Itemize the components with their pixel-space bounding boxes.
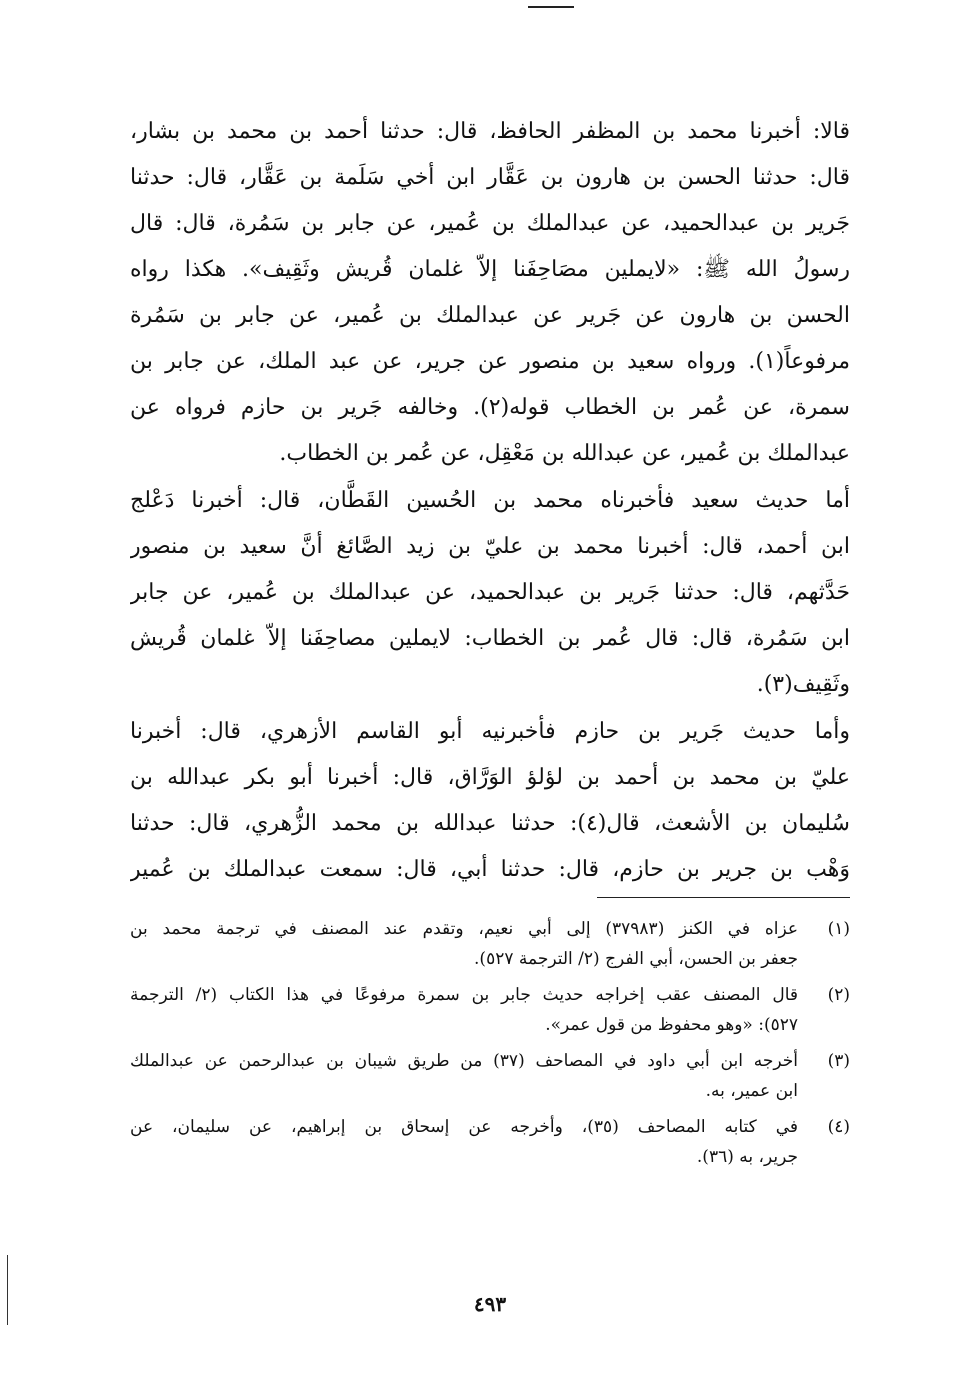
footnote-line: جعفر بن الحسن، أبي الفرج (٢/ الترجمة ٥٢٧). <box>474 949 798 969</box>
text-line: قال: حدثنا الحسن بن هارون بن عَقَّار ابن أخي سَلَمة بن عَقَّار، قال: حدثنا <box>130 165 850 190</box>
footnote-2 <box>130 980 850 1040</box>
text-line: جَرير بن عبدالحميد، عن عبدالملك بن عُمير، عن جابر بن سَمُرة، قال: قال <box>130 211 850 236</box>
text-line: ابن أحمد، قال: أخبرنا محمد بن عليّ بن زيد الصَّائغ أنَّ سعيد بن منصور <box>130 534 850 559</box>
footnote-separator <box>597 897 850 898</box>
text-line: عبدالملك بن عُمير، عن عبدالله بن مَعْقِل، عن عُمر بن الخطاب. <box>279 441 850 466</box>
text-line: سُليمان بن الأشعث، قال(٤): حدثنا عبدالله بن محمد الزُّهري، قال: حدثنا <box>130 811 850 836</box>
page-number: ٤٩٣ <box>473 1292 507 1316</box>
text-line: أما حديث سعيد فأخبرناه محمد بن الحُسين القَطَّان، قال: أخبرنا دَعْلج <box>130 488 850 513</box>
footnote-number: (١) <box>827 919 850 939</box>
footnote-line: أخرجه ابن أبي داود في المصاحف (٣٧) من طريق شيبان بن عبدالرحمن عن عبدالملك <box>130 1051 798 1071</box>
text-line: وثَقِيف(٣). <box>756 672 850 697</box>
footnote-line: عزاه في الكنز (٣٧٩٨٣) إلى أبي نعيم، وتقدم عند المصنف في ترجمة محمد بن <box>130 919 798 939</box>
paragraph-3 <box>130 709 850 893</box>
footnote-line: ابن عمير، به. <box>705 1081 798 1101</box>
text-line: قالا: أخبرنا محمد بن المظفر الحافظ، قال: حدثنا أحمد بن محمد بن بشار، <box>130 119 850 144</box>
footnote-1 <box>130 914 850 974</box>
paragraph-2 <box>130 478 850 708</box>
footnote-line: ٥٢٧): «وهو محفوظ من قول عمر». <box>545 1015 798 1035</box>
text-line: وَهْب بن جرير بن حازم، قال: حدثنا أبي، قال: سمعت عبدالملك بن عُمير <box>130 857 850 882</box>
margin-mark <box>7 1255 8 1325</box>
footnote-3 <box>130 1046 850 1106</box>
text-line: مرفوعاً(١). ورواه سعيد بن منصور عن جرير، عن عبد الملك، عن جابر بن <box>130 349 850 374</box>
text-line: حَدَّثهم، قال: حدثنا جَرير بن عبدالحميد، عن عبدالملك بن عُمير، عن جابر <box>130 580 850 605</box>
footnote-number: (٣) <box>827 1051 850 1071</box>
text-line: الحسن بن هارون عن جَرير عن عبدالملك بن عُمير، عن جابر بن سَمُرة <box>130 303 850 328</box>
header-rule <box>528 6 574 8</box>
footnote-line: في كتابه المصاحف (٣٥)، وأخرجه عن إسحاق بن إبراهيم، عن سليمان، عن <box>130 1117 798 1137</box>
text-line: ابن سَمُرة، قال: قال عُمر بن الخطاب: لايملين مصاحِفَنا إلاّ غلمان قُريش <box>130 626 850 651</box>
text-line: وأما حديث جَرير بن حازم فأخبرنيه أبو القاسم الأزهري، قال: أخبرنا <box>130 719 850 744</box>
text-line: عليّ بن محمد بن أحمد بن لؤلؤ الوَرَّاق، قال: أخبرنا أبو بكر عبدالله بن <box>130 765 850 790</box>
footnote-line: جرير، به (٣٦). <box>696 1147 798 1167</box>
text-line: رسولُ الله ﷺ: «لايملين مصَاحِفَنا إلاّ غلمان قُريش وثَقِيف». هكذا رواه <box>130 257 850 282</box>
footnote-number: (٤) <box>827 1117 850 1137</box>
footnote-line: قال المصنف عقب إخراجه حديث جابر بن سمرة مرفوعًا في هذا الكتاب (٢/ الترجمة <box>130 985 798 1005</box>
footnote-number: (٢) <box>827 985 850 1005</box>
paragraph-1 <box>130 109 850 477</box>
footnotes <box>130 914 850 1178</box>
text-line: سمرة، عن عُمر بن الخطاب قوله(٢). وخالفه جَرير بن حازم فرواه عن <box>130 395 850 420</box>
footnote-4 <box>130 1112 850 1172</box>
